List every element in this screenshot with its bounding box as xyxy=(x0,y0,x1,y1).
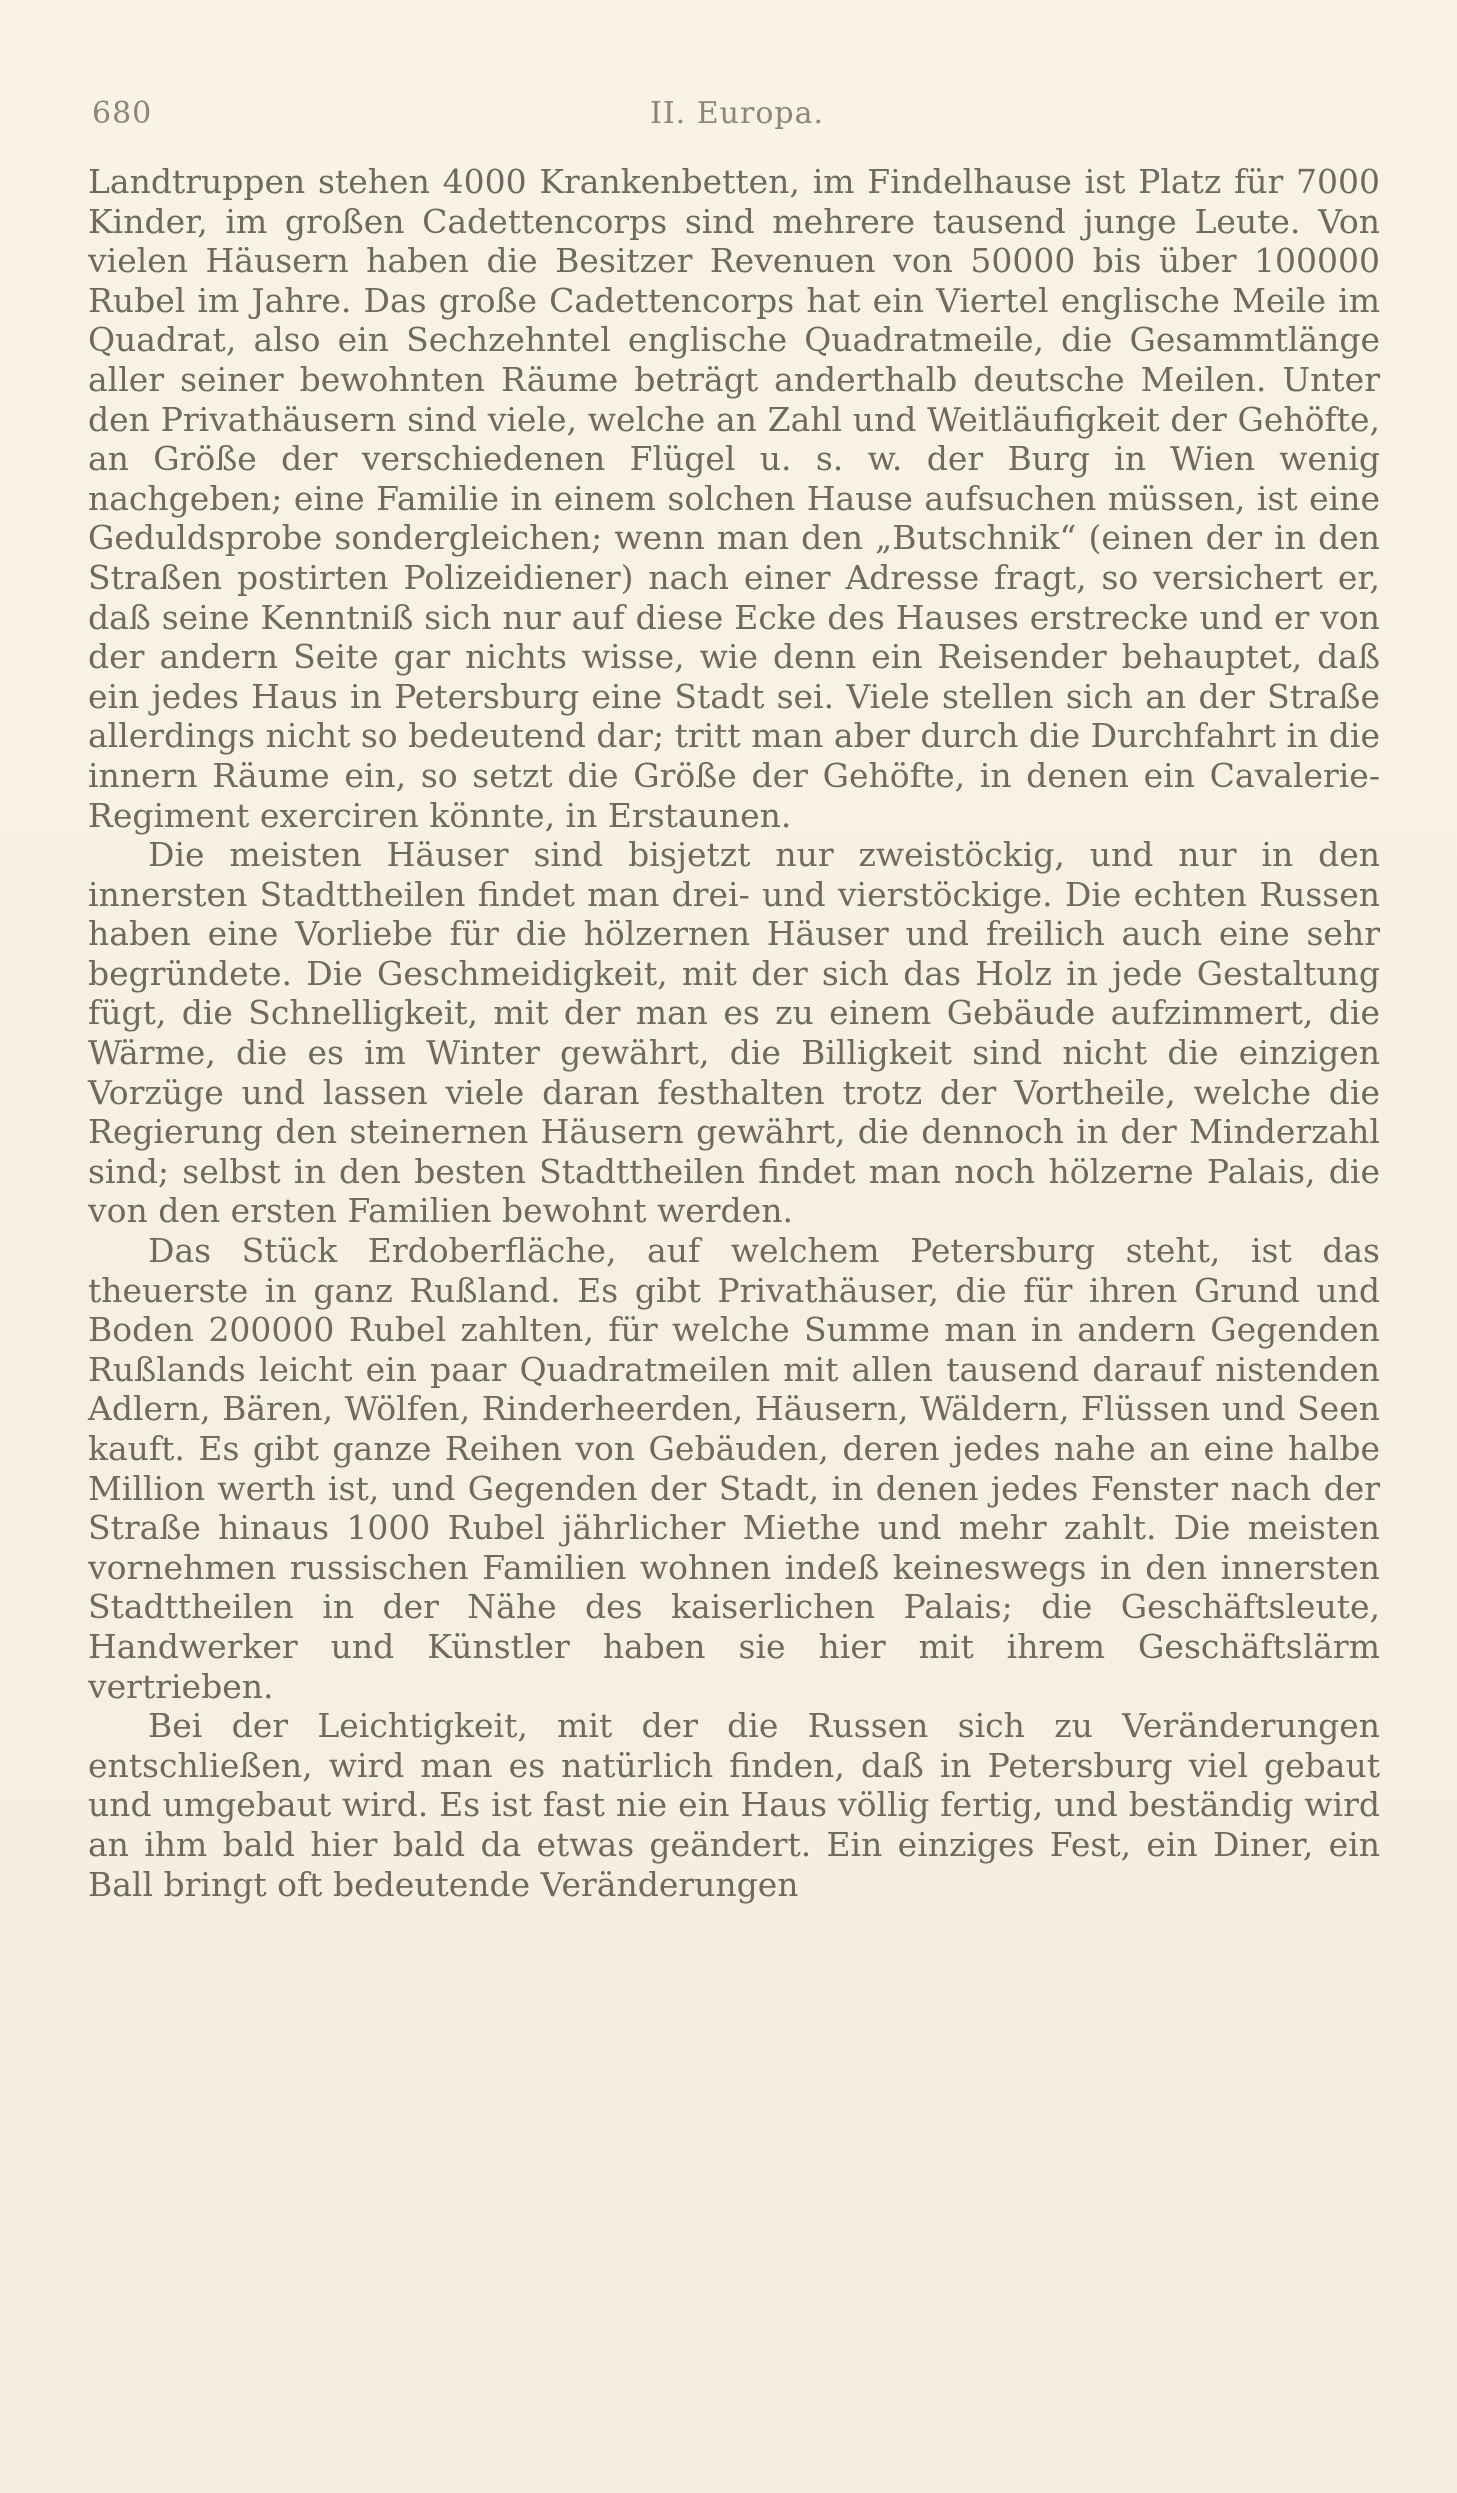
page-number: 680 xyxy=(92,96,153,131)
paragraph-1: Landtruppen stehen 4000 Krankenbetten, im Findelhause ist Platz für 7000 Kinder, im großen Cadettencorps sind mehrere tausend junge Leute. Von vielen Häusern haben die Besitzer Revenuen von 50000 bis über 100000 Rubel im Jahre. Das große Cadettencorps hat ein Viertel englische Meile im Quadrat, also ein Sechzehntel englische Quadratmeile, die Gesammtlänge aller seiner bewohnten Räume beträgt anderthalb deutsche Meilen. Unter den Privathäusern sind viele, welche an Zahl und Weitläufigkeit der Gehöfte, an Größe der verschiedenen Flügel u. s. w. der Burg in Wien wenig nachgeben; eine Familie in einem solchen Hause aufsuchen müssen, ist eine Geduldsprobe sondergleichen; wenn man den „Butschnik“ (einen der in den Straßen postirten Polizeidiener) nach einer Adresse fragt, so versichert er, daß seine Kenntniß sich nur auf diese Ecke des Hauses erstrecke und er von der andern Seite gar nichts wisse, wie denn ein Reisender behauptet, daß ein jedes Haus in Petersburg eine Stadt sei. Viele stellen sich an der Straße allerdings nicht so bedeutend dar; tritt man aber durch die Durchfahrt in die innern Räume ein, so setzt die Größe der Gehöfte, in denen ein Cavalerie-Regiment exerciren könnte, in Erstaunen. xyxy=(88,162,1380,835)
paragraph-4: Bei der Leichtigkeit, mit der die Russen sich zu Veränderungen entschließen, wird man es natürlich finden, daß in Petersburg viel gebaut und umgebaut wird. Es ist fast nie ein Haus völlig fertig, und beständig wird an ihm bald hier bald da etwas geändert. Ein einziges Fest, ein Diner, ein Ball bringt oft bedeutende Veränderungen xyxy=(88,1706,1380,1904)
section-title: II. Europa. xyxy=(649,96,825,131)
paragraph-2: Die meisten Häuser sind bisjetzt nur zweistöckig, und nur in den innersten Stadttheilen findet man drei- und vierstöckige. Die echten Russen haben eine Vorliebe für die hölzernen Häuser und freilich auch eine sehr begründete. Die Geschmeidigkeit, mit der sich das Holz in jede Gestaltung fügt, die Schnelligkeit, mit der man es zu einem Gebäude aufzimmert, die Wärme, die es im Winter gewährt, die Billigkeit sind nicht die einzigen Vorzüge und lassen viele daran festhalten trotz der Vortheile, welche die Regierung den steinernen Häusern gewährt, die dennoch in der Minderzahl sind; selbst in den besten Stadttheilen findet man noch hölzerne Palais, die von den ersten Familien bewohnt werden. xyxy=(88,835,1380,1231)
body-text xyxy=(88,162,1380,1904)
running-head xyxy=(92,96,1382,146)
paragraph-3: Das Stück Erdoberfläche, auf welchem Petersburg steht, ist das theuerste in ganz Rußland. Es gibt Privathäuser, die für ihren Grund und Boden 200000 Rubel zahlten, für welche Summe man in andern Gegenden Rußlands leicht ein paar Quadratmeilen mit allen tausend darauf nistenden Adlern, Bären, Wölfen, Rinderheerden, Häusern, Wäldern, Flüssen und Seen kauft. Es gibt ganze Reihen von Gebäuden, deren jedes nahe an eine halbe Million werth ist, und Gegenden der Stadt, in denen jedes Fenster nach der Straße hinaus 1000 Rubel jährlicher Miethe und mehr zahlt. Die meisten vornehmen russischen Familien wohnen indeß keineswegs in den innersten Stadttheilen in der Nähe des kaiserlichen Palais; die Geschäftsleute, Handwerker und Künstler haben sie hier mit ihrem Geschäftslärm vertrieben. xyxy=(88,1231,1380,1706)
